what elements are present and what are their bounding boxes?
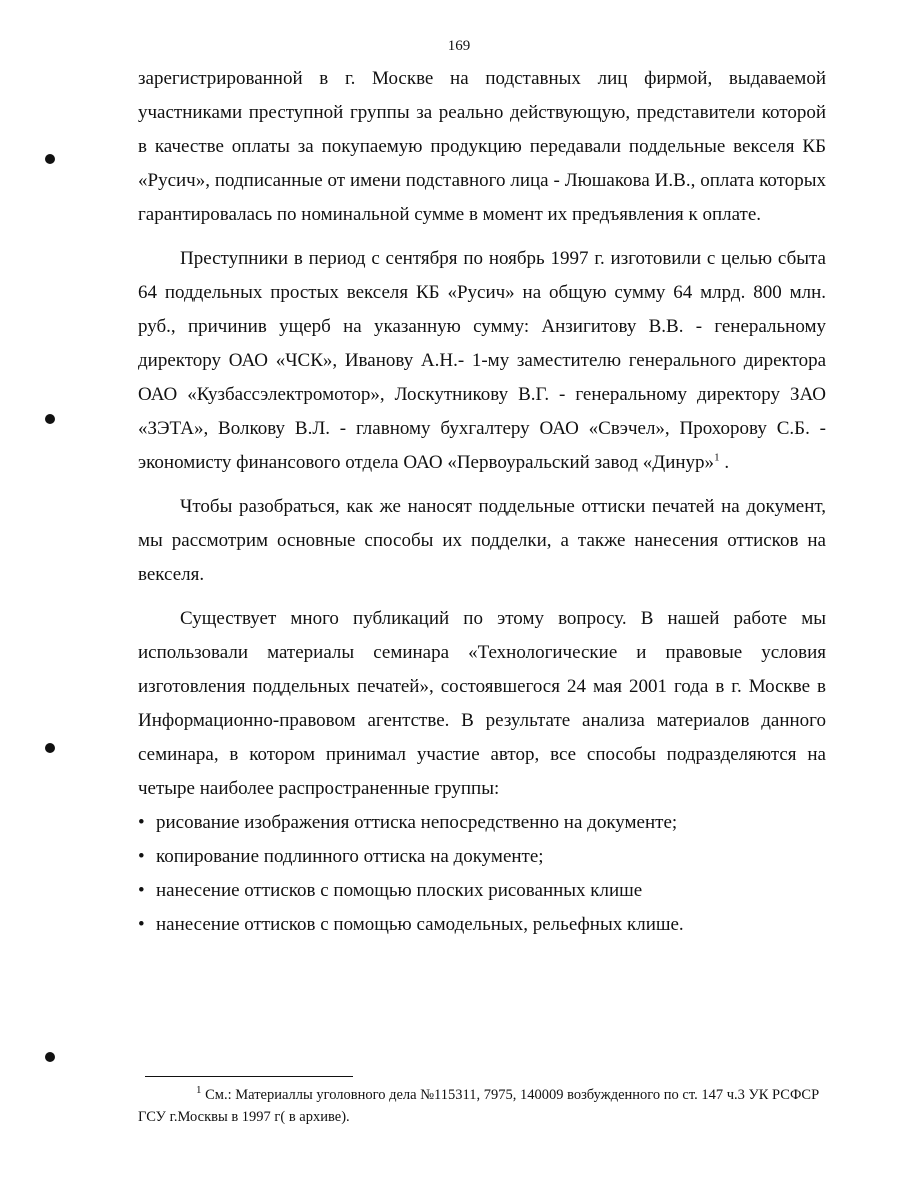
list-item-text: рисование изображения оттиска непосредственно на документе; bbox=[156, 812, 678, 833]
methods-list bbox=[138, 806, 826, 942]
punch-hole bbox=[45, 154, 55, 164]
list-item bbox=[138, 908, 826, 942]
paragraph-criminals bbox=[138, 242, 826, 480]
footnote-divider bbox=[145, 1076, 353, 1077]
list-item bbox=[138, 874, 826, 908]
footnote-indent bbox=[138, 1087, 196, 1103]
punch-hole bbox=[45, 414, 55, 424]
paragraph-methods: Чтобы разобраться, как же наносят поддельные оттиски печатей на документ, мы рассмотрим основные способы их подделки, а также нанесения оттисков на векселя. bbox=[138, 496, 826, 585]
paragraph-continuation: зарегистрированной в г. Москве на подставных лиц фирмой, выдаваемой участниками преступной группы за реально действующую, представители которой в качестве оплаты за покупаемую продукцию передавали поддельные векселя КБ «Русич», подписанные от имени подставного лица - Люшакова И.В., оплата которых гарантировалась по номинальной сумме в момент их предъявления к оплате. bbox=[138, 68, 826, 225]
punch-hole bbox=[45, 743, 55, 753]
page-number: 169 bbox=[447, 38, 471, 54]
footnote-text: См.: Материаллы уголовного дела №115311, 7975, 140009 возбужденного по ст. 147 ч.3 УК РСФСР ГСУ г.Москвы в 1997 г( в архиве). bbox=[138, 1087, 820, 1125]
list-item bbox=[138, 840, 826, 874]
list-item bbox=[138, 806, 826, 840]
footnote-reference: 1 bbox=[714, 451, 720, 464]
bullet-icon: • bbox=[138, 880, 145, 901]
bullet-icon: • bbox=[138, 914, 145, 935]
list-item-text: копирование подлинного оттиска на документе; bbox=[156, 846, 544, 867]
paragraph-text: Преступники в период с сентября по ноябрь 1997 г. изготовили с целью сбыта 64 поддельных простых векселя КБ «Русич» на общую сумму 64 млрд. 800 млн. руб., причинив ущерб на указанную сумму: Анзигитову В.В. - генеральному директору ОАО «ЧСК», Иванову А.Н.- 1-му заместителю генерального директора ОАО «Кузбассэлектромотор», Лоскутникову В.Г. - генеральному директору ЗАО «ЗЭТА», Волкову В.Л. - главному бухгалтеру ОАО «Свэчел», Прохорову С.Б. - экономисту финансового отдела ОАО «Первоуральский завод «Динур» bbox=[138, 248, 826, 473]
bullet-icon: • bbox=[138, 812, 145, 833]
paragraph-end: . bbox=[719, 452, 730, 473]
main-text bbox=[138, 62, 826, 942]
list-item-text: нанесение оттисков с помощью самодельных, рельефных клише. bbox=[156, 914, 684, 935]
footnote bbox=[138, 1084, 828, 1128]
list-item-text: нанесение оттисков с помощью плоских рисованных клише bbox=[156, 880, 643, 901]
paragraph-seminar: Существует много публикаций по этому вопросу. В нашей работе мы использовали материалы семинара «Технологические и правовые условия изготовления поддельных печатей», состоявшегося 24 мая 2001 года в г. Москве в Информационно-правовом агентстве. В результате анализа материалов данного семинара, в котором принимал участие автор, все способы подразделяются на четыре наиболее распространенные группы: bbox=[138, 608, 826, 799]
punch-hole bbox=[45, 1052, 55, 1062]
bullet-icon: • bbox=[138, 846, 145, 867]
footnote-marker: 1 bbox=[196, 1084, 202, 1097]
